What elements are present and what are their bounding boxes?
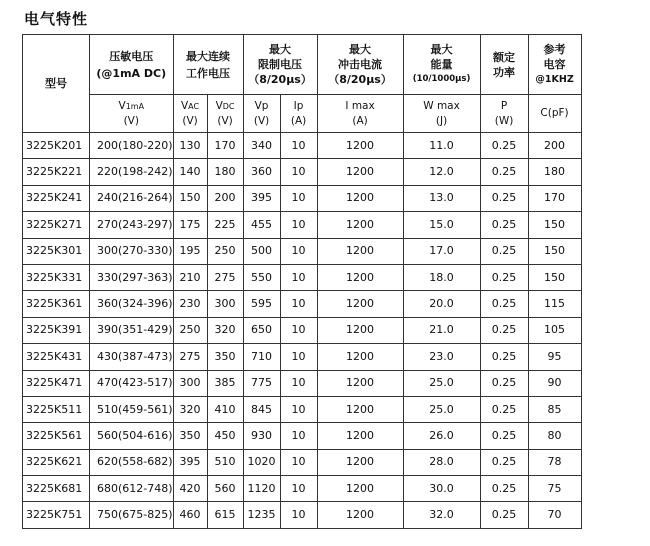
cell-imax: 1200 [317,264,403,290]
cell-model: 3225K561 [23,423,90,449]
cell-wmax: 21.0 [403,317,480,343]
cell-vdc: 275 [207,264,243,290]
cell-wmax: 15.0 [403,212,480,238]
cell-imax: 1200 [317,238,403,264]
cell-vac: 195 [173,238,207,264]
unit-wmax: W max (J) [403,95,480,133]
table-row [23,159,582,185]
cell-wmax: 30.0 [403,476,480,502]
cell-v1ma: 510(459-561) [90,396,174,422]
table-row [23,344,582,370]
cell-v1ma: 330(297-363) [90,264,174,290]
cell-vdc: 510 [207,449,243,475]
table-row [23,370,582,396]
cell-ip: 10 [280,344,317,370]
cell-vdc: 225 [207,212,243,238]
cell-model: 3225K621 [23,449,90,475]
cell-p: 0.25 [480,159,528,185]
cell-model: 3225K511 [23,396,90,422]
cell-vdc: 170 [207,133,243,159]
header-ref-capacitance: 参考 电容 @1KHZ [528,35,581,95]
cell-v1ma: 680(612-748) [90,476,174,502]
cell-vac: 460 [173,502,207,528]
cell-imax: 1200 [317,449,403,475]
cell-p: 0.25 [480,449,528,475]
cell-imax: 1200 [317,291,403,317]
cell-v1ma: 430(387-473) [90,344,174,370]
cell-wmax: 25.0 [403,396,480,422]
cell-vdc: 180 [207,159,243,185]
cell-vp: 1020 [243,449,280,475]
header-row-main [23,35,582,95]
cell-c: 78 [528,449,581,475]
cell-imax: 1200 [317,317,403,343]
cell-vdc: 410 [207,396,243,422]
cell-vdc: 350 [207,344,243,370]
cell-ip: 10 [280,449,317,475]
cell-ip: 10 [280,317,317,343]
cell-model: 3225K471 [23,370,90,396]
cell-ip: 10 [280,502,317,528]
header-model: 型号 [23,35,90,133]
unit-vac: VAC (V) [173,95,207,133]
cell-v1ma: 240(216-264) [90,185,174,211]
cell-p: 0.25 [480,423,528,449]
cell-model: 3225K301 [23,238,90,264]
cell-imax: 1200 [317,212,403,238]
cell-c: 90 [528,370,581,396]
cell-ip: 10 [280,133,317,159]
cell-vp: 650 [243,317,280,343]
cell-vp: 845 [243,396,280,422]
table-row [23,238,582,264]
cell-model: 3225K201 [23,133,90,159]
cell-vdc: 300 [207,291,243,317]
cell-p: 0.25 [480,264,528,290]
cell-ip: 10 [280,291,317,317]
cell-model: 3225K431 [23,344,90,370]
cell-vp: 1120 [243,476,280,502]
cell-ip: 10 [280,396,317,422]
cell-vac: 395 [173,449,207,475]
cell-vp: 930 [243,423,280,449]
header-max-energy: 最大 能量 (10/1000μs) [403,35,480,95]
cell-vac: 140 [173,159,207,185]
cell-vdc: 200 [207,185,243,211]
cell-vdc: 615 [207,502,243,528]
cell-imax: 1200 [317,476,403,502]
cell-c: 150 [528,264,581,290]
table-row [23,502,582,528]
cell-p: 0.25 [480,317,528,343]
section-title: 电气特性 [24,10,89,28]
cell-vp: 360 [243,159,280,185]
cell-p: 0.25 [480,370,528,396]
cell-model: 3225K221 [23,159,90,185]
cell-wmax: 12.0 [403,159,480,185]
cell-imax: 1200 [317,423,403,449]
header-max-continuous-voltage: 最大连续 工作电压 [173,35,243,95]
header-row-units [23,95,582,133]
cell-vdc: 450 [207,423,243,449]
cell-vac: 300 [173,370,207,396]
cell-v1ma: 470(423-517) [90,370,174,396]
unit-v1ma: V1mA (V) [90,95,174,133]
unit-capacitance: C(pF) [528,95,581,133]
header-max-surge-current: 最大 冲击电流 （8/20μs） [317,35,403,95]
cell-vac: 175 [173,212,207,238]
cell-vac: 320 [173,396,207,422]
cell-vdc: 385 [207,370,243,396]
cell-c: 170 [528,185,581,211]
cell-p: 0.25 [480,291,528,317]
cell-p: 0.25 [480,133,528,159]
cell-c: 180 [528,159,581,185]
cell-c: 150 [528,212,581,238]
cell-c: 105 [528,317,581,343]
cell-vac: 210 [173,264,207,290]
cell-ip: 10 [280,159,317,185]
unit-vdc: VDC (V) [207,95,243,133]
cell-c: 95 [528,344,581,370]
cell-p: 0.25 [480,344,528,370]
cell-model: 3225K331 [23,264,90,290]
table-row [23,476,582,502]
cell-ip: 10 [280,238,317,264]
cell-vac: 230 [173,291,207,317]
cell-vp: 340 [243,133,280,159]
cell-vp: 595 [243,291,280,317]
cell-c: 80 [528,423,581,449]
cell-v1ma: 300(270-330) [90,238,174,264]
cell-vac: 150 [173,185,207,211]
cell-ip: 10 [280,423,317,449]
table-row [23,264,582,290]
cell-vp: 1235 [243,502,280,528]
cell-p: 0.25 [480,396,528,422]
cell-c: 115 [528,291,581,317]
cell-vdc: 250 [207,238,243,264]
cell-ip: 10 [280,264,317,290]
cell-model: 3225K681 [23,476,90,502]
table-row [23,396,582,422]
cell-imax: 1200 [317,502,403,528]
cell-p: 0.25 [480,502,528,528]
cell-v1ma: 750(675-825) [90,502,174,528]
cell-v1ma: 560(504-616) [90,423,174,449]
cell-c: 150 [528,238,581,264]
cell-model: 3225K391 [23,317,90,343]
cell-imax: 1200 [317,396,403,422]
cell-c: 75 [528,476,581,502]
cell-vac: 275 [173,344,207,370]
cell-model: 3225K751 [23,502,90,528]
cell-wmax: 25.0 [403,370,480,396]
cell-ip: 10 [280,185,317,211]
cell-model: 3225K241 [23,185,90,211]
cell-wmax: 26.0 [403,423,480,449]
table-row [23,423,582,449]
cell-ip: 10 [280,476,317,502]
cell-vp: 395 [243,185,280,211]
cell-imax: 1200 [317,133,403,159]
unit-vp: Vp (V) [243,95,280,133]
cell-vac: 130 [173,133,207,159]
cell-wmax: 17.0 [403,238,480,264]
cell-vac: 350 [173,423,207,449]
cell-imax: 1200 [317,370,403,396]
cell-c: 70 [528,502,581,528]
table-row [23,185,582,211]
cell-v1ma: 390(351-429) [90,317,174,343]
cell-model: 3225K361 [23,291,90,317]
cell-vp: 455 [243,212,280,238]
unit-imax: I max (A) [317,95,403,133]
cell-vp: 710 [243,344,280,370]
cell-wmax: 32.0 [403,502,480,528]
electrical-characteristics-table [22,34,582,529]
cell-p: 0.25 [480,476,528,502]
cell-wmax: 20.0 [403,291,480,317]
table-row [23,291,582,317]
cell-wmax: 11.0 [403,133,480,159]
header-max-clamping-voltage: 最大 限制电压 （8/20μs） [243,35,317,95]
cell-vac: 250 [173,317,207,343]
cell-wmax: 23.0 [403,344,480,370]
cell-p: 0.25 [480,185,528,211]
cell-v1ma: 620(558-682) [90,449,174,475]
cell-v1ma: 200(180-220) [90,133,174,159]
table-row [23,133,582,159]
unit-ip: Ip (A) [280,95,317,133]
header-varistor-voltage: 压敏电压 (@1mA DC) [90,35,174,95]
cell-vdc: 560 [207,476,243,502]
cell-ip: 10 [280,212,317,238]
cell-model: 3225K271 [23,212,90,238]
cell-ip: 10 [280,370,317,396]
table-row [23,449,582,475]
cell-c: 85 [528,396,581,422]
cell-vp: 775 [243,370,280,396]
cell-vdc: 320 [207,317,243,343]
unit-p: P (W) [480,95,528,133]
header-rated-power: 额定 功率 [480,35,528,95]
cell-imax: 1200 [317,344,403,370]
cell-imax: 1200 [317,185,403,211]
cell-p: 0.25 [480,212,528,238]
cell-v1ma: 220(198-242) [90,159,174,185]
cell-wmax: 28.0 [403,449,480,475]
table-row [23,212,582,238]
cell-wmax: 13.0 [403,185,480,211]
cell-v1ma: 360(324-396) [90,291,174,317]
cell-wmax: 18.0 [403,264,480,290]
cell-imax: 1200 [317,159,403,185]
cell-p: 0.25 [480,238,528,264]
cell-c: 200 [528,133,581,159]
cell-vp: 500 [243,238,280,264]
table-row [23,317,582,343]
cell-vp: 550 [243,264,280,290]
cell-v1ma: 270(243-297) [90,212,174,238]
cell-vac: 420 [173,476,207,502]
